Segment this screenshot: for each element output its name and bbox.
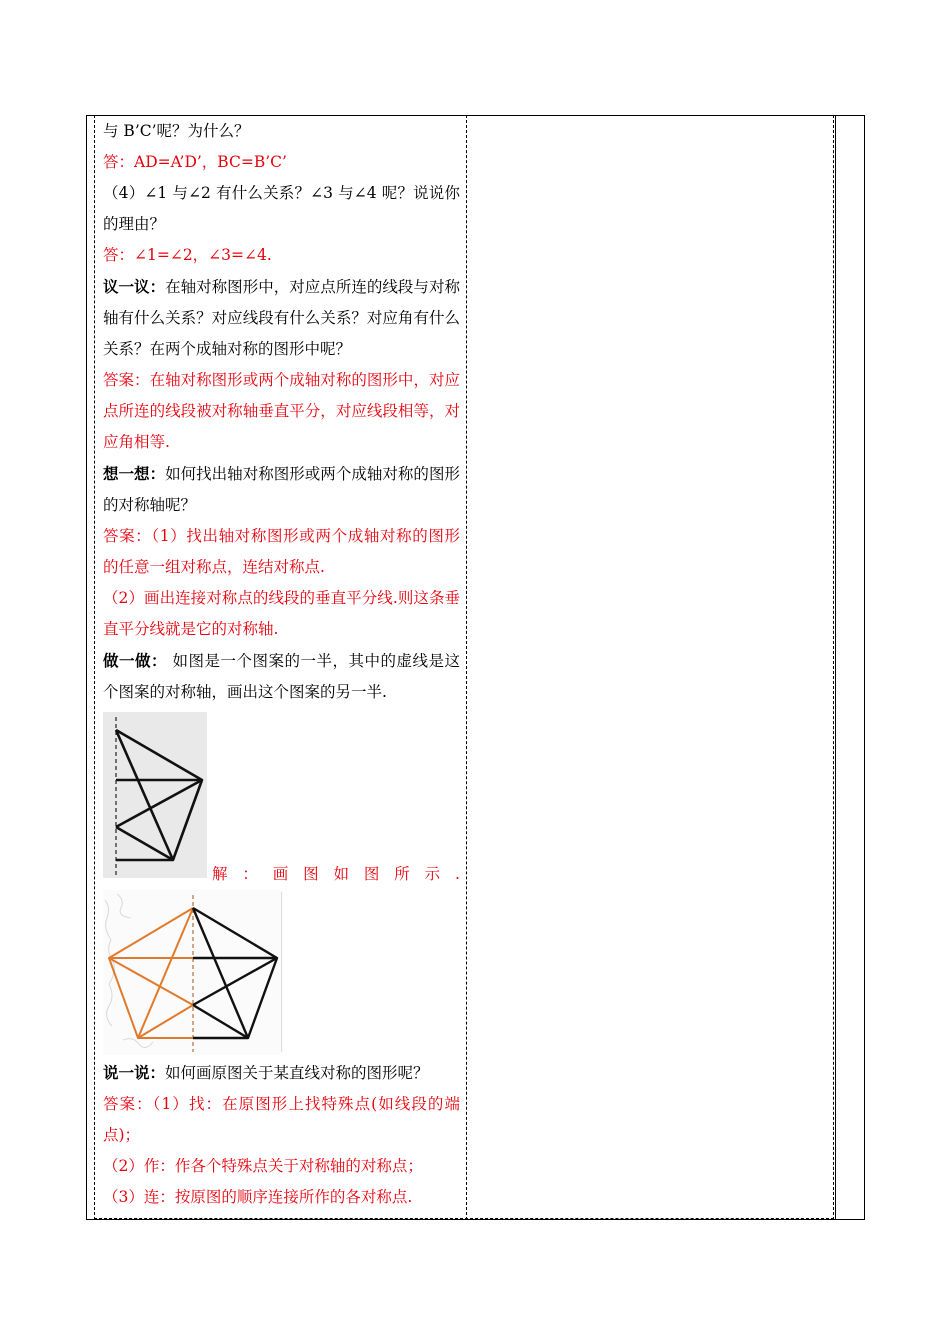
think-section	[103, 458, 460, 521]
solution-line	[212, 862, 460, 886]
discuss-section	[103, 271, 460, 365]
say-label: 说一说：	[103, 1063, 166, 1082]
solution-char: 所	[394, 865, 410, 883]
half-figure-image	[103, 712, 207, 878]
lesson-content	[103, 116, 460, 1213]
answer-4: 答：∠1=∠2，∠3=∠4.	[103, 246, 272, 264]
say-answer-1: 答案：（1）找：在原图形上找特殊点(如线段的端点)；	[103, 1095, 460, 1144]
column-divider	[466, 115, 467, 1220]
solution-char: ：	[242, 865, 258, 883]
solution-char: 画	[272, 865, 289, 883]
think-label: 想一想：	[103, 464, 166, 483]
discuss-label: 议一议：	[103, 277, 166, 296]
think-answer-1: 答案：（1）找出轴对称图形或两个成轴对称的图形的任意一组对称点，连结对称点.	[103, 527, 460, 576]
do-label: 做一做：	[103, 651, 168, 670]
think-text: 如何找出轴对称图形或两个成轴对称的图形的对称轴呢？	[103, 465, 460, 514]
do-section	[103, 645, 460, 708]
solution-char: 解	[212, 865, 228, 883]
discuss-answer: 答案：在轴对称图形或两个成轴对称的图形中，对应点所连的线段被对称轴垂直平分，对应线段相等，对应角相等.	[103, 371, 460, 451]
solution-char: 如	[333, 865, 350, 883]
think-answer-2: （2）画出连接对称点的线段的垂直平分线.则这条垂直平分线就是它的对称轴.	[103, 589, 460, 638]
do-text: 如图是一个图案的一半，其中的虚线是这个图案的对称轴，画出这个图案的另一半.	[103, 652, 460, 701]
bottom-dashed-border	[94, 1218, 834, 1219]
question-line: 与 B’C’呢？为什么？	[103, 122, 250, 140]
solution-char: 图	[303, 865, 319, 883]
say-answer-3: （3）连：按原图的顺序连接所作的各对称点.	[103, 1188, 413, 1206]
right-column-border	[833, 115, 834, 1220]
answer-line: 答：AD=A’D’，BC=B’C’	[103, 153, 287, 171]
solution-char: 示	[424, 865, 441, 883]
discuss-text: 在轴对称图形中，对应点所连的线段与对称轴有什么关系？对应线段有什么关系？对应角有什么关系？在两个成轴对称的图形中呢？	[103, 278, 460, 358]
say-section	[103, 1057, 460, 1089]
narrow-column-border	[835, 115, 836, 1220]
solution-char: 图	[363, 865, 380, 883]
full-figure-image	[103, 890, 283, 1055]
say-text: 如何画原图关于某直线对称的图形呢？	[165, 1064, 429, 1082]
say-answer-2: （2）作：作各个特殊点关于对称轴的对称点；	[103, 1157, 423, 1175]
solution-char: .	[455, 865, 460, 883]
left-column-border	[94, 115, 95, 1220]
question-4: （4）∠1 与∠2 有什么关系？∠3 与∠4 呢？说说你的理由？	[103, 184, 460, 233]
